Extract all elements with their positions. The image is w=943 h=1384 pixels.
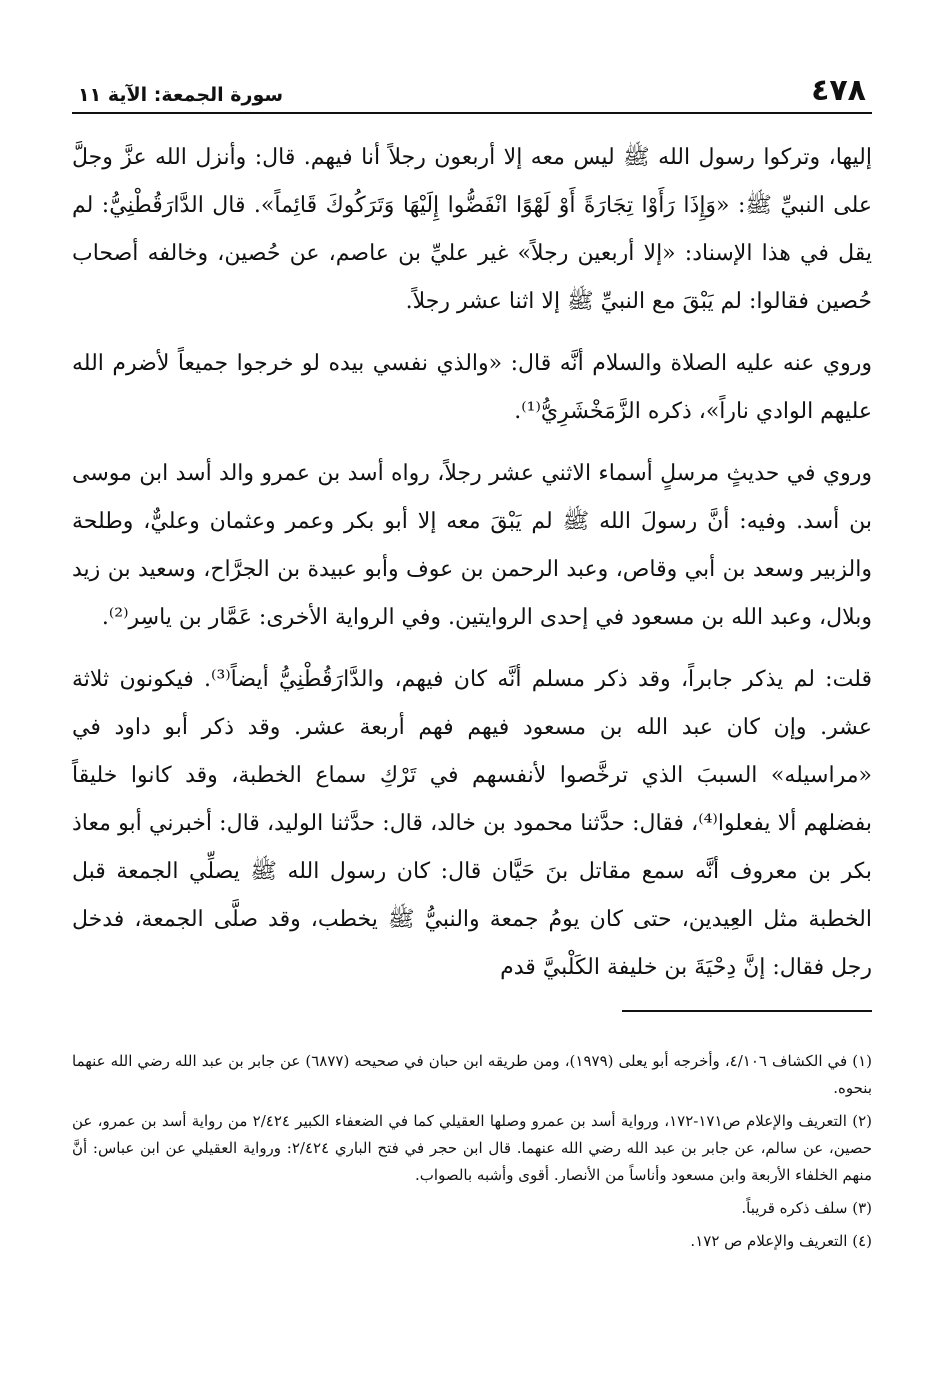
page-number: ٤٧٨ [811,73,866,108]
book-page [72,70,872,1261]
main-text [72,134,872,992]
paragraph: وروي في حديثٍ مرسلٍ أسماء الاثني عشر رجلاً، رواه أسد بن عمرو والد أسد ابن موسى بن أسد. وفيه: أنَّ رسولَ الله ﷺ لم يَبْقَ معه إلا أبو بكر وعمر وعثمان وعليٌّ، وطلحة والزبير وسعد بن أبي وقاص، وعبد الرحمن بن عوف وأبو عبيدة بن الجرَّاح، وسعيد بن زيد وبلال، وعبد الله بن مسعود في إحدى الروايتين. وفي الرواية الأخرى: عَمَّار بن ياسِر⁽²⁾. [72,461,872,630]
footnote: (٤) التعريف والإعلام ص ١٧٢. [690,1232,872,1250]
footnote: (٢) التعريف والإعلام ص١٧١-١٧٢، ورواية أسد بن عمرو وصلها العقيلي كما في الضعفاء الكبير ٢/٤٢٤ من رواية أسد بن عمرو، عن حصين، عن سالم، عن جابر بن عبد الله رضي الله عنهما. قال ابن حجر في فتح الباري ٢/٤٢٤: ورواية العقيلي عن ابن عباس: أنَّ منهم الخلفاء الأربعة وابن مسعود وأناساً من الأنصار. أقوى وأشبه بالصواب. [72,1112,872,1184]
footnote: (١) في الكشاف ٤/١٠٦، وأخرجه أبو يعلى (١٩٧٩)، ومن طريقه ابن حبان في صحيحه (٦٨٧٧) عن جابر بن عبد الله رضي الله عنهما بنحوه. [72,1052,872,1097]
footnote-separator [622,1010,872,1012]
page-header [72,70,872,114]
footnotes [72,1048,872,1255]
footnote: (٣) سلف ذكره قريباً. [741,1199,872,1217]
running-title: سورة الجمعة: الآية ١١ [78,84,284,106]
paragraph: إليها، وتركوا رسول الله ﷺ ليس معه إلا أربعون رجلاً أنا فيهم. قال: وأنزل الله عزَّ وجلَّ على النبيِّ ﷺ: «وَإِذَا رَأَوْا تِجَارَةً أَوْ لَهْوًا انْفَضُّوا إِلَيْهَا وَتَرَكُوكَ قَائِماً». قال الدَّارَقُطْنِيُّ: لم يقل في هذا الإسناد: «إلا أربعين رجلاً» غير عليِّ بن عاصم، عن حُصين، وخالفه أصحاب حُصين فقالوا: لم يَبْقَ مع النبيِّ ﷺ إلا اثنا عشر رجلاً. [72,145,872,314]
paragraph: وروي عنه عليه الصلاة والسلام أنَّه قال: «والذي نفسي بيده لو خرجوا جميعاً لأضرم الله عليهم الوادي ناراً»، ذكره الزَّمَخْشَرِيُّ⁽¹⁾. [72,351,872,424]
paragraph: قلت: لم يذكر جابراً، وقد ذكر مسلم أنَّه كان فيهم، والدَّارَقُطْنِيُّ أيضاً⁽³⁾. فيكونون ثلاثة عشر. وإن كان عبد الله بن مسعود فيهم فهم أربعة عشر. وقد ذكر أبو داود في «مراسيله» السببَ الذي ترخَّصوا لأنفسهم في تَرْكِ سماع الخطبة، وقد كانوا خليقاً بفضلهم ألا يفعلوا⁽⁴⁾، فقال: حدَّثنا محمود بن خالد، قال: حدَّثنا الوليد، قال: أخبرني أبو معاذ بكر بن معروف أنَّه سمع مقاتل بنَ حَيَّان قال: كان رسول الله ﷺ يصلِّي الجمعة قبل الخطبة مثل العِيدين، حتى كان يومُ جمعة والنبيُّ ﷺ يخطب، وقد صلَّى الجمعة، فدخل رجل فقال: إنَّ دِحْيَةَ بن خليفة الكَلْبيَّ قدم [72,667,872,980]
